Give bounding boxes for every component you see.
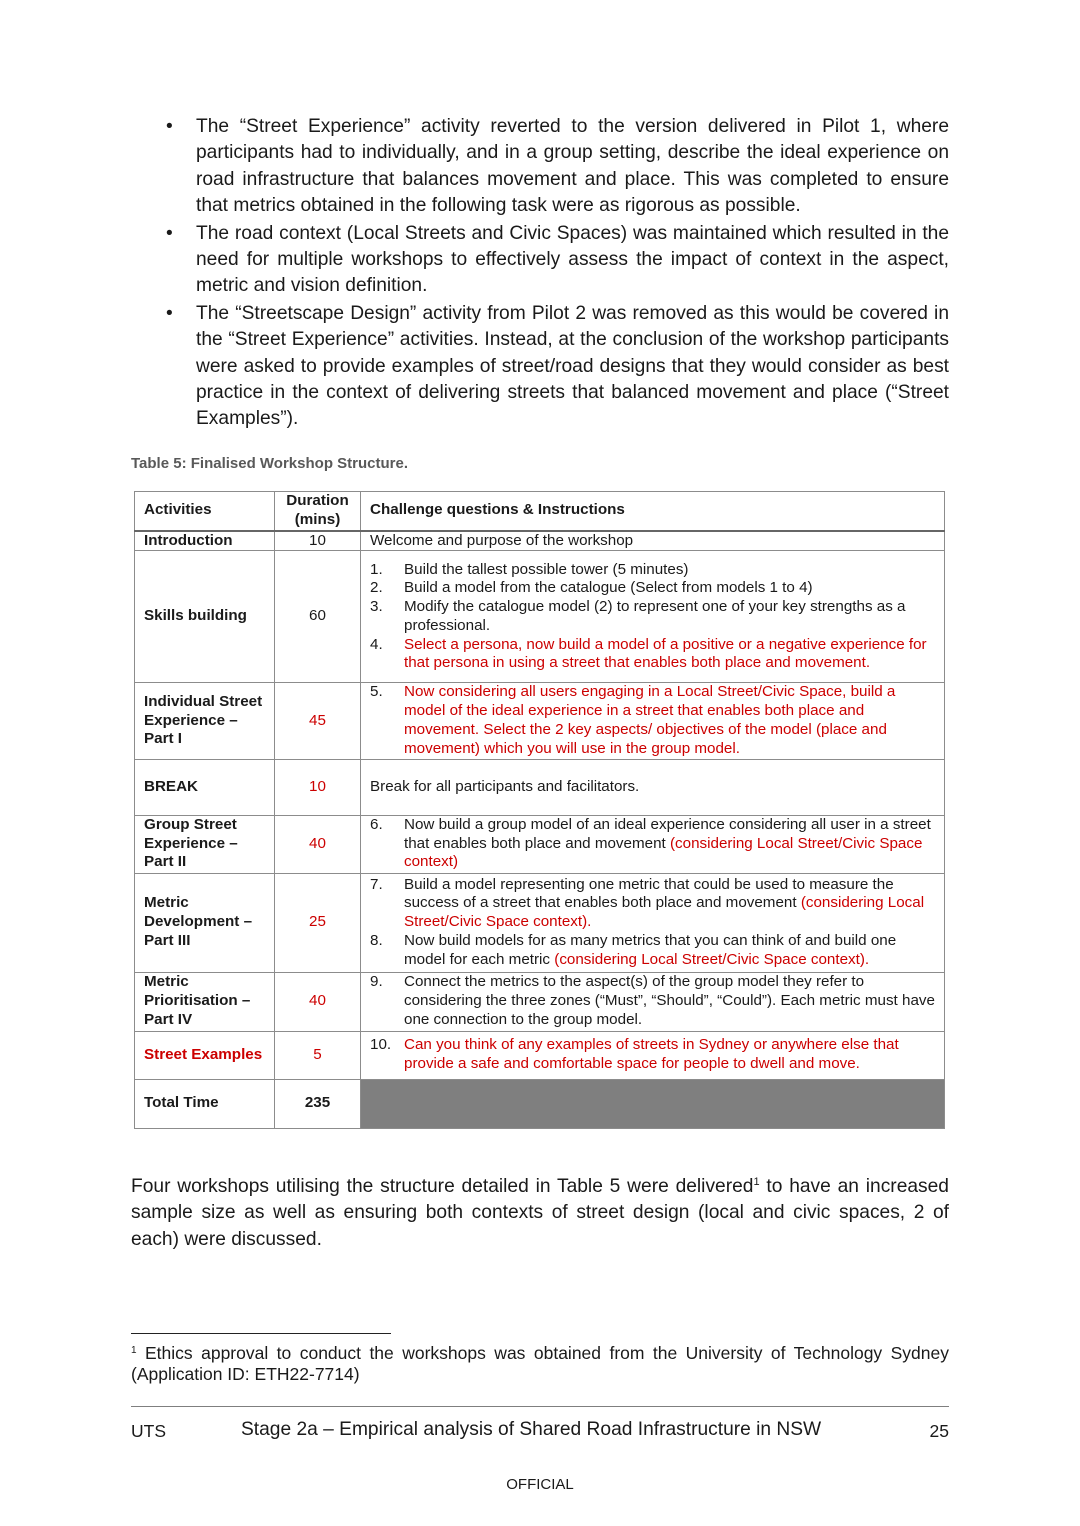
instruction-item xyxy=(370,876,935,932)
instruction-cell xyxy=(361,1031,945,1079)
item-text: Build a model representing one metric that could be used to measure the success of a street that enables both place and movement xyxy=(404,875,894,912)
item-text: Now considering all users engaging in a Local Street/Civic Space, build a model of the ideal experience in a street that enables both place and movement. Select the 2 key aspects/ objectives of the model (place and movement) which you will use in the group model. xyxy=(404,683,896,757)
item-number: 1. xyxy=(370,560,383,578)
classification-label: OFFICIAL xyxy=(506,1476,574,1493)
paragraph-text: Four workshops utilising the structure detailed in Table 5 were delivered xyxy=(131,1176,754,1197)
item-text: Can you think of any examples of streets in Sydney or anywhere else that provide a safe and comfortable space for people to dwell and move. xyxy=(404,1036,899,1073)
instruction-cell xyxy=(361,815,945,873)
item-text: Select a persona, now build a model of a positive or a negative experience for that persona in using a street that enables both place and movement. xyxy=(404,635,927,672)
footnote-text: Ethics approval to conduct the workshops was obtained from the University of Technology Sydney (Application ID: ETH22-7714) xyxy=(131,1343,949,1384)
duration-cell: 45 xyxy=(275,683,361,759)
activity-cell: Introduction xyxy=(135,531,275,551)
bullet-text: The road context (Local Streets and Civic Spaces) was maintained which resulted in the need for multiple workshops to effectively assess the impact of context in the aspect, metric and vision definition. xyxy=(196,222,949,297)
footnote-ref[interactable]: 1 xyxy=(753,1176,760,1188)
footer-divider xyxy=(131,1406,949,1407)
instruction-list xyxy=(370,1036,935,1074)
activity-cell: Group Street Experience – Part II xyxy=(135,815,275,873)
header-activities: Activities xyxy=(135,492,275,531)
shaded-cell xyxy=(361,1079,945,1128)
item-number: 6. xyxy=(370,815,383,833)
item-number: 3. xyxy=(370,598,383,616)
item-context: (considering Local Street/Civic Space context). xyxy=(554,950,870,968)
table-row xyxy=(135,815,945,873)
instruction-item xyxy=(370,598,935,636)
instruction-item xyxy=(370,561,935,580)
table-row xyxy=(135,1031,945,1079)
item-text: Modify the catalogue model (2) to represent one of your key strengths as a professional. xyxy=(404,598,906,634)
item-text: Connect the metrics to the aspect(s) of the group model they refer to considering the three zones (“Must”, “Should”, “Could”). Each metric must have one connection to the group model. xyxy=(404,973,935,1028)
table-row xyxy=(135,531,945,551)
footnote xyxy=(131,1343,949,1385)
bullet-dot-icon: • xyxy=(166,116,173,137)
bullet-list xyxy=(131,114,949,434)
duration-cell: 10 xyxy=(275,531,361,551)
instruction-list xyxy=(370,816,935,872)
duration-cell: 5 xyxy=(275,1031,361,1079)
footnote-number: 1 xyxy=(131,1345,137,1356)
bullet-text: The “Streetscape Design” activity from Pilot 2 was removed as this would be covered in the “Street Experience” activities. Instead, at the conclusion of the workshop participants were asked to provide examples of street/road designs that they would consider as best practice in the context of delivering streets that balanced movement and place (“Street Examples”). xyxy=(196,302,949,430)
workshop-structure-table xyxy=(134,491,945,1129)
table-row xyxy=(135,972,945,1031)
table-header-row xyxy=(135,492,945,531)
total-duration-cell: 235 xyxy=(275,1079,361,1128)
item-context: (considering Local Street/Civic Space context) xyxy=(404,834,923,871)
item-number: 2. xyxy=(370,579,383,597)
item-text: Build the tallest possible tower (5 minutes) xyxy=(404,560,689,578)
table-row xyxy=(135,759,945,815)
instruction-list xyxy=(370,561,935,674)
table-caption: Table 5: Finalised Workshop Structure. xyxy=(131,455,408,472)
instruction-item xyxy=(370,932,935,970)
item-number: 10. xyxy=(370,1036,392,1054)
item-text: Build a model from the catalogue (Select from models 1 to 4) xyxy=(404,579,813,597)
item-number: 8. xyxy=(370,931,383,949)
page-number: 25 xyxy=(929,1421,949,1441)
activity-cell: Metric Development – Part III xyxy=(135,873,275,972)
instruction-cell xyxy=(361,873,945,972)
instruction-cell: Welcome and purpose of the workshop xyxy=(361,531,945,551)
instruction-cell xyxy=(361,551,945,683)
activity-cell: Total Time xyxy=(135,1079,275,1128)
bullet-item xyxy=(131,301,949,433)
instruction-list xyxy=(370,876,935,970)
bullet-text: The “Street Experience” activity reverted to the version delivered in Pilot 1, where participants had to individually, and in a group setting, describe the ideal experience on road infrastructure that balances movement and place. This was completed to ensure that metrics obtained in the following task were as rigorous as possible. xyxy=(196,116,949,217)
bullet-dot-icon: • xyxy=(166,302,173,324)
instruction-item xyxy=(370,973,935,1029)
bullet-item xyxy=(131,114,949,220)
body-paragraph xyxy=(131,1174,949,1253)
item-number: 4. xyxy=(370,635,383,653)
instruction-item xyxy=(370,636,935,674)
footnote-divider xyxy=(131,1333,391,1334)
header-duration: Duration (mins) xyxy=(275,492,361,531)
table-row xyxy=(135,683,945,759)
footer-title: Stage 2a – Empirical analysis of Shared Road Infrastructure in NSW xyxy=(241,1419,822,1440)
instruction-cell xyxy=(361,972,945,1031)
item-number: 9. xyxy=(370,973,383,991)
instruction-cell: Break for all participants and facilitators. xyxy=(361,759,945,815)
footer-org: UTS xyxy=(131,1421,166,1441)
instruction-item xyxy=(370,816,935,872)
duration-cell: 10 xyxy=(275,759,361,815)
paragraph-text: to have an increased sample size as well as ensuring both contexts of street design (local and civic spaces, 2 of each) were discussed. xyxy=(131,1176,949,1250)
activity-cell: Individual Street Experience – Part I xyxy=(135,683,275,759)
instruction-cell xyxy=(361,683,945,759)
table-row xyxy=(135,551,945,683)
activity-cell: BREAK xyxy=(135,759,275,815)
instruction-item xyxy=(370,579,935,598)
duration-cell: 40 xyxy=(275,815,361,873)
item-number: 7. xyxy=(370,875,383,893)
instruction-item xyxy=(370,1036,935,1074)
bullet-dot-icon: • xyxy=(166,222,173,244)
instruction-list xyxy=(370,683,935,758)
instruction-item xyxy=(370,683,935,758)
activity-cell: Skills building xyxy=(135,551,275,683)
item-number: 5. xyxy=(370,683,383,701)
instruction-list xyxy=(370,973,935,1029)
table-row xyxy=(135,873,945,972)
activity-cell: Street Examples xyxy=(135,1031,275,1079)
duration-cell: 25 xyxy=(275,873,361,972)
item-text: Now build models for as many metrics that you can think of and build one model for each metric xyxy=(404,931,897,968)
bullet-item xyxy=(131,221,949,300)
table-row-total xyxy=(135,1079,945,1128)
item-context: (considering Local Street/Civic Space context). xyxy=(404,894,925,931)
duration-cell: 60 xyxy=(275,551,361,683)
activity-cell: Metric Prioritisation – Part IV xyxy=(135,972,275,1031)
duration-cell: 40 xyxy=(275,972,361,1031)
header-challenge: Challenge questions & Instructions xyxy=(361,492,945,531)
item-text: Now build a group model of an ideal experience considering all user in a street that enables both place and movement xyxy=(404,815,931,852)
